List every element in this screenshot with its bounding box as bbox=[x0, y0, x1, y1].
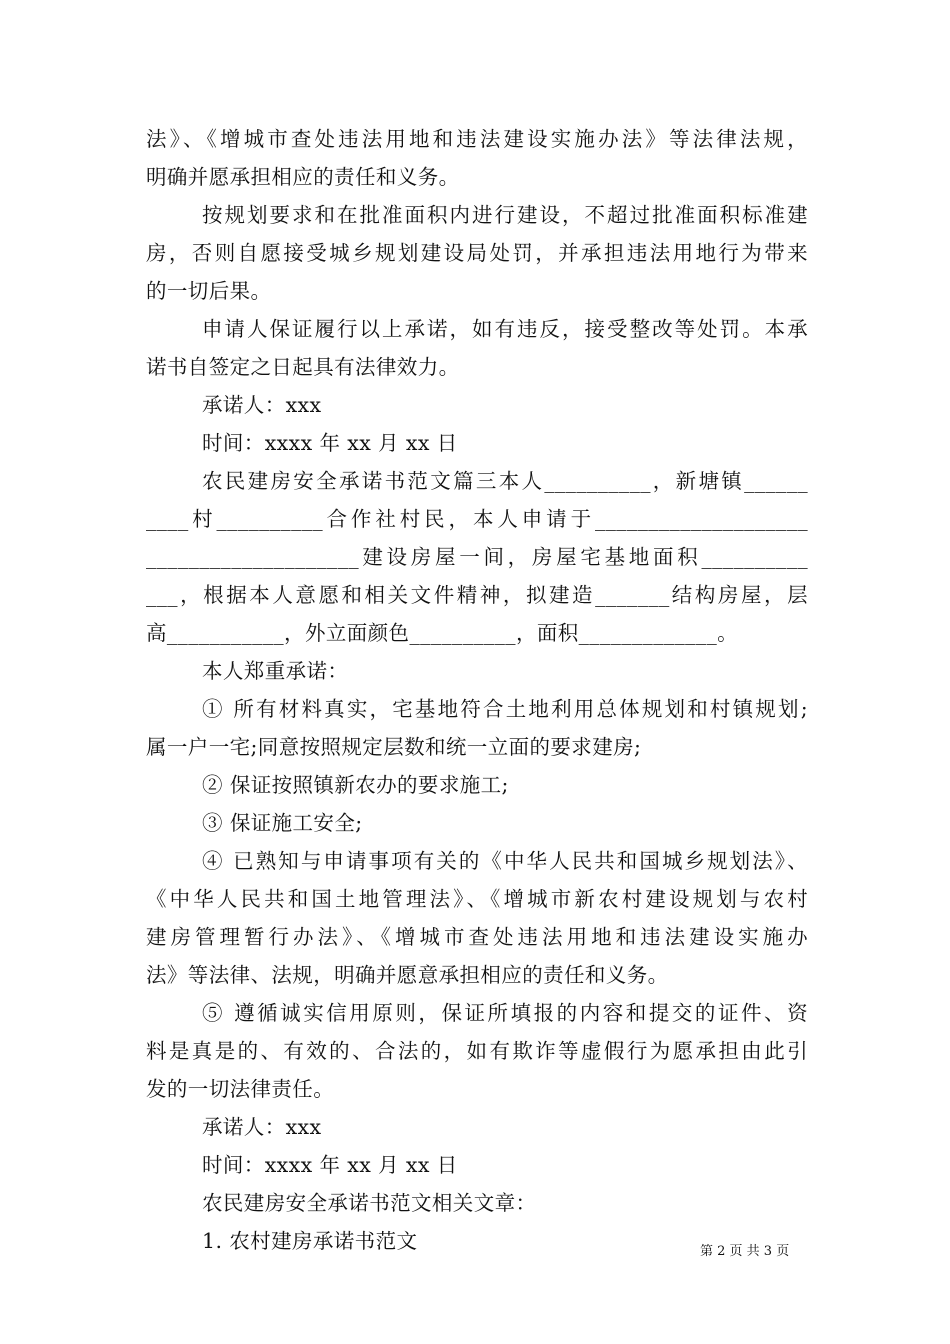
text-line: 的一切后果。 bbox=[146, 279, 272, 303]
text-line: 法》、《增城市查处违法用地和违法建设实施办法》等法律法规， bbox=[146, 127, 808, 151]
text-line: 申请人保证履行以上承诺，如有违反，接受整改等处罚。本承 bbox=[202, 317, 808, 341]
text-line: 诺书自签定之日起具有法律效力。 bbox=[146, 355, 460, 379]
related-article-link[interactable]: 1. 农村建房承诺书范文 bbox=[202, 1229, 418, 1253]
text-line: 房，否则自愿接受城乡规划建设局处罚，并承担违法用地行为带来 bbox=[146, 241, 808, 265]
text-line: ③ 保证施工安全; bbox=[202, 811, 363, 835]
text-line: ② 保证按照镇新农办的要求施工; bbox=[202, 773, 509, 797]
text-line: 农民建房安全承诺书范文篇三本人__________，新塘镇______ bbox=[202, 469, 808, 493]
text-line: 按规划要求和在批准面积内进行建设，不超过批准面积标准建 bbox=[202, 203, 808, 227]
text-line: 发的一切法律责任。 bbox=[146, 1077, 335, 1101]
date-line: 时间：xxxx 年 xx 月 xx 日 bbox=[202, 431, 458, 455]
text-line: 法》等法律、法规，明确并愿意承担相应的责任和义务。 bbox=[146, 963, 669, 987]
text-line: 料是真是的、有效的、合法的，如有欺诈等虚假行为愿承担由此引 bbox=[146, 1039, 808, 1063]
text-line: 明确并愿承担相应的责任和义务。 bbox=[146, 165, 460, 189]
text-line: ④ 已熟知与申请事项有关的《中华人民共和国城乡规划法》、 bbox=[202, 849, 808, 873]
text-line: 属一户一宅;同意按照规定层数和统一立面的要求建房; bbox=[146, 735, 642, 759]
signatory-line: 承诺人：xxx bbox=[202, 1115, 322, 1139]
text-line: 建房管理暂行办法》、《增城市查处违法用地和违法建设实施办 bbox=[146, 925, 808, 949]
signatory-line: 承诺人：xxx bbox=[202, 393, 322, 417]
date-line: 时间：xxxx 年 xx 月 xx 日 bbox=[202, 1153, 458, 1177]
text-line: 《中华人民共和国土地管理法》、《增城市新农村建设规划与农村 bbox=[146, 887, 808, 911]
text-line: ___，根据本人意愿和相关文件精神，拟建造_______结构房屋，层 bbox=[146, 583, 808, 607]
text-line: ____村__________合作社村民，本人申请于____________________ bbox=[146, 507, 808, 531]
related-articles-heading: 农民建房安全承诺书范文相关文章： bbox=[202, 1191, 537, 1215]
text-line: ① 所有材料真实，宅基地符合土地利用总体规划和村镇规划; bbox=[202, 697, 808, 721]
text-line: ⑤ 遵循诚实信用原则，保证所填报的内容和提交的证件、资 bbox=[202, 1001, 808, 1025]
page-indicator: 第 2 页 共 3 页 bbox=[700, 1244, 790, 1259]
text-line: 本人郑重承诺： bbox=[202, 659, 349, 683]
text-line: ____________________建设房屋一间，房屋宅基地面积__________ bbox=[146, 545, 808, 569]
text-line: 高___________，外立面颜色__________，面积_____________。 bbox=[146, 621, 738, 645]
